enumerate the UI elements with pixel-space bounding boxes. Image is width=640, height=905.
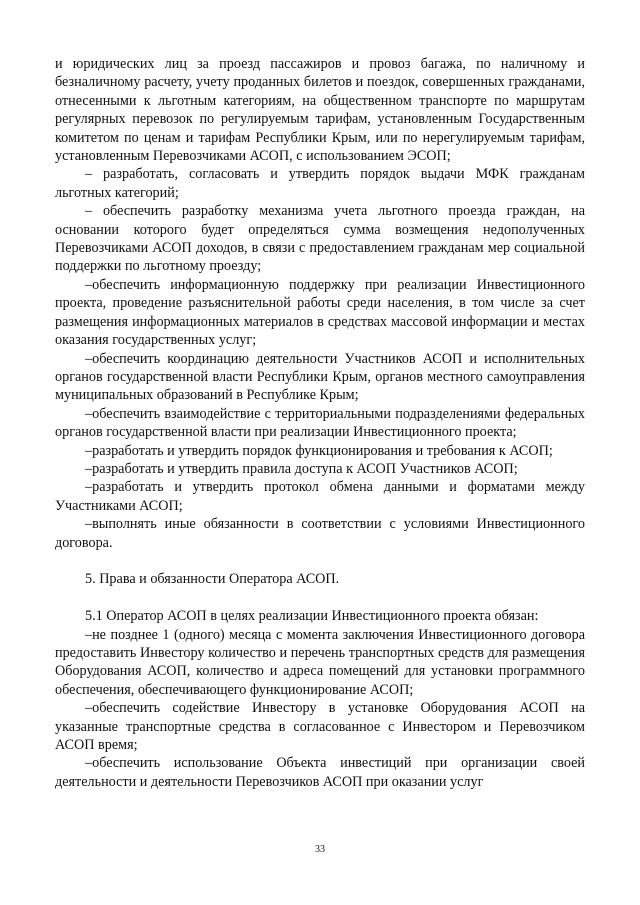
paragraph-vehicle-list: –не позднее 1 (одного) месяца с момента заключения Инвестиционного договора предоставить Инвестору количество и перечень транспортных средств для размещения Оборудования АСОП, количество и адреса помещений для установки программного обеспечения, обеспечивающего функционирование АСОП; (55, 626, 585, 698)
paragraph-access-rules: –разработать и утвердить правила доступа к АСОП Участников АСОП; (85, 460, 518, 477)
paragraph-other-duties: –выполнять иные обязанности в соответствии с условиями Инвестиционного договора. (55, 516, 585, 551)
paragraph-use-of-object: –обеспечить использование Объекта инвестиций при организации своей деятельности и деятельности Перевозчиков АСОП при оказании услуг (55, 755, 585, 790)
paragraph-protocol: –разработать и утвердить протокол обмена данными и форматами между Участниками АСОП; (55, 479, 585, 514)
paragraph-interaction: –обеспечить взаимодействие с территориальными подразделениями федеральных органов государственной власти при реализации Инвестиционного проекта; (55, 405, 585, 441)
paragraph-requirements: –разработать и утвердить порядок функционирования и требования к АСОП; (85, 442, 553, 459)
paragraph-installation-assist: –обеспечить содействие Инвестору в установке Оборудования АСОП на указанные транспортные средства в согласованное с Инвестором и Перевозчиком АСОП время; (55, 700, 585, 753)
paragraph-mfk-issuance: – разработать, согласовать и утвердить порядок выдачи МФК гражданам льготных категорий; (55, 166, 585, 201)
paragraph-info-support: –обеспечить информационную поддержку при реализации Инвестиционного проекта, проведение разъяснительной работы среди населения, в том числе за счет размещения информационных материалов в средствах массовой информации и местах оказания государственных услуг; (55, 276, 585, 349)
section-heading: 5. Права и обязанности Оператора АСОП. (85, 571, 340, 588)
subsection-heading: 5.1 Оператор АСОП в целях реализации Инвестиционного проекта обязан: (85, 608, 539, 625)
paragraph-preferential-travel: – обеспечить разработку механизма учета льготного проезда граждан, на основании которого будет определяться сумма возмещения недополученных Перевозчиками АСОП доходов, в связи с предоставлением гражданам мер социальной поддержки по льготному проезду; (55, 203, 585, 275)
document-page (55, 55, 585, 791)
page-number: 33 (315, 844, 325, 855)
paragraph-continuation: и юридических лиц за проезд пассажиров и провоз багажа, по наличному и безналичному расчету, учету проданных билетов и поездок, совершенных гражданами, отнесенными к льготным категориям, на общественном транспорте по маршрутам регулярных перевозок по регулируемым тарифам, установленным Государственным комитетом по ценам и тарифам Республики Крым, или по нерегулируемым тарифам, установленным Перевозчиками АСОП, с использованием ЭСОП; (55, 56, 585, 165)
paragraph-coordination: –обеспечить координацию деятельности Участников АСОП и исполнительных органов государственной власти Республики Крым, органов местного самоуправления муниципальных образований в Республике Крым; (55, 350, 585, 404)
